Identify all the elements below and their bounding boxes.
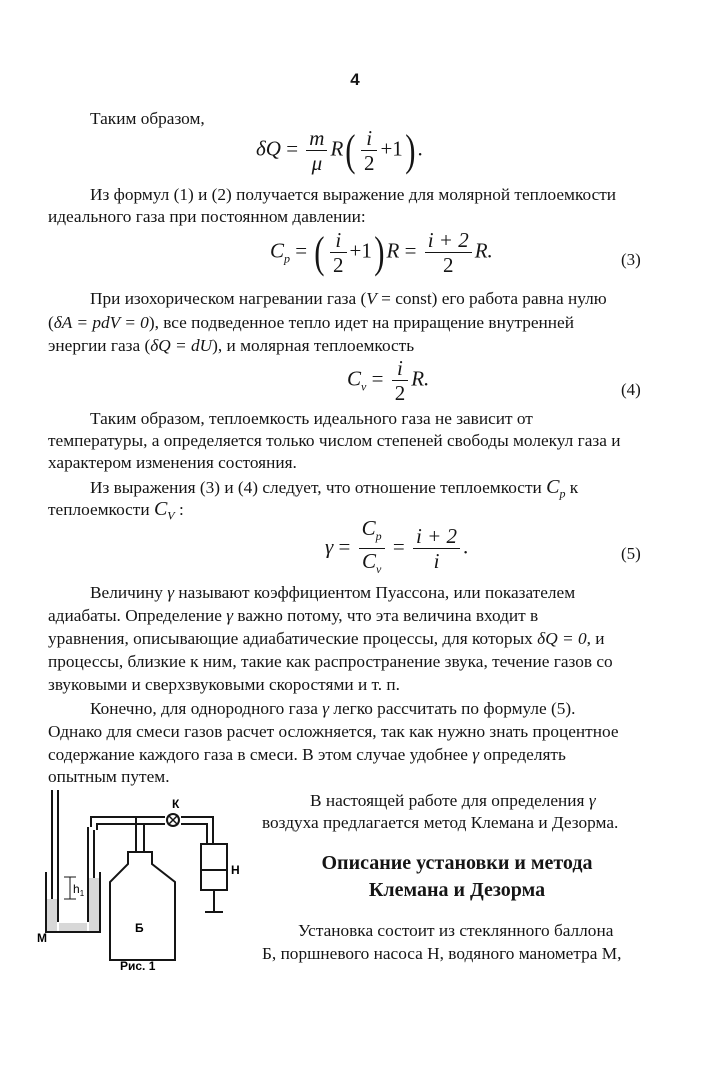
eq5-den2: i xyxy=(433,549,440,574)
eq3-C: C xyxy=(270,238,285,263)
para6-line3: уравнения, описывающие адиабатические процессы, для которых δQ = 0, и xyxy=(48,629,605,648)
para6-line5: звуковыми и сверхзвуковыми скоростями и т. п. xyxy=(48,675,400,694)
para7-line4: опытным путем. xyxy=(48,767,170,786)
eq-heat-two: 2 xyxy=(363,151,375,175)
eq-heat-i: i xyxy=(361,126,378,151)
para3-line1: При изохорическом нагревании газа (V = const) его работа равна нулю xyxy=(90,289,607,308)
equation-5: γ = $\frac{C_p}{C_v}$ = $\frac{i + 2}{i}$ . xyxy=(325,516,468,581)
eq-heat-frac-i-2 xyxy=(361,126,378,175)
eq5-num2: i + 2 xyxy=(413,524,460,549)
figure-apparatus xyxy=(25,782,250,982)
eq3-i: i xyxy=(330,228,347,253)
eq4-end: R. xyxy=(411,366,430,391)
para7-line3: содержание каждого газа в смеси. В этом случае удобнее γ определять xyxy=(48,745,566,764)
para9-line1: Установка состоит из стеклянного баллона xyxy=(298,921,614,940)
eq3-frac-i-2 xyxy=(330,228,347,277)
para9-line2: Б, поршневого насоса Н, водяного манометра М, xyxy=(262,944,622,963)
eq-heat-plus1: +1 xyxy=(380,136,403,161)
figure-caption: Рис. 1 xyxy=(120,959,156,973)
eq-heat-R: R xyxy=(330,136,344,161)
eq3-plus1: +1 xyxy=(349,238,372,263)
para3-line2: (δA = pdV = 0), все подведенное тепло идет на приращение внутренней xyxy=(48,313,574,332)
equation-4: $C_v$ = $\frac{i}{2}$ R. xyxy=(347,356,430,405)
eq3-R: R xyxy=(386,238,400,263)
eq-heat-mu: μ xyxy=(311,151,323,175)
eq5-frac-c xyxy=(359,516,385,581)
eq3-label: (3) xyxy=(621,250,641,269)
label-h: $h_1$ xyxy=(73,882,85,898)
eq5-num-sub: p xyxy=(375,529,382,544)
eq5-den-C: C xyxy=(361,549,376,574)
eq3-den: 2 xyxy=(442,253,454,277)
para7-line2: Однако для смеси газов расчет осложняется, так как нужно знать процентное xyxy=(48,722,619,741)
eq3-frac-i2-2 xyxy=(425,228,472,277)
para6-line1: Величину γ называют коэффициентом Пуассона, или показателем xyxy=(90,583,576,602)
valve-k xyxy=(167,814,179,826)
eq-heat-m: m xyxy=(306,126,327,151)
heading-line1: Описание установки и метода xyxy=(321,852,593,874)
para-intro: Таким образом, xyxy=(90,109,205,128)
label-n: Н xyxy=(231,863,240,877)
section-heading xyxy=(262,850,652,904)
eq5-label: (5) xyxy=(621,544,641,563)
eq-heat-lhs: δQ xyxy=(256,136,281,161)
para2-line1: Из формул (1) и (2) получается выражение для молярной теплоемкости xyxy=(90,185,617,204)
eq3-num: i + 2 xyxy=(425,228,472,253)
eq4-frac xyxy=(392,356,409,405)
eq3-sub-p: p xyxy=(284,251,291,266)
label-m: М xyxy=(37,931,47,945)
eq4-num: i xyxy=(392,356,409,381)
eq5-num-C: C xyxy=(361,516,376,540)
heading-line2: Клемана и Дезорма xyxy=(368,879,546,901)
para4-line2: температуры, а определяется только числом степеней свободы молекул газа и xyxy=(48,431,621,450)
apparatus-diagram xyxy=(25,782,250,977)
eq5-den-sub: v xyxy=(375,562,382,577)
page-number: 4 xyxy=(350,70,360,89)
eq-heat-end: . xyxy=(417,136,423,161)
para8-line2: воздуха предлагается метод Клемана и Дезорма. xyxy=(262,813,619,832)
eq3-end: R. xyxy=(474,238,493,263)
para5-line2: теплоемкости $C_V$ : xyxy=(48,498,184,523)
para5-line1: Из выражения (3) и (4) следует, что отношение теплоемкости $C_p$ к xyxy=(90,476,579,501)
equation-heat: δQ = $\frac{m}{\mu}$ R( $\frac{i}{2}$ +1) . xyxy=(256,125,423,175)
para6-line4: процессы, близкие к ним, такие как распространение звука, течение газов со xyxy=(48,652,613,671)
eq5-frac-i xyxy=(413,524,460,573)
para2-line2: идеального газа при постоянном давлении: xyxy=(48,207,366,226)
eq5-gamma: γ xyxy=(325,534,334,559)
para3-line3: энергии газа (δQ = dU), и молярная теплоемкость xyxy=(48,336,415,355)
eq-heat-frac-m-mu xyxy=(306,126,327,175)
para6-line2: адиабаты. Определение γ важно потому, что эта величина входит в xyxy=(48,606,539,625)
eq4-C: C xyxy=(347,366,362,391)
para7-line1: Конечно, для однородного газа γ легко рассчитать по формуле (5). xyxy=(90,699,576,718)
label-k: К xyxy=(172,797,180,811)
eq4-sub-v: v xyxy=(361,379,367,394)
equation-3: $C_p$ = ( $\frac{i}{2}$ +1) R = $\frac{i + 2}{2}$ R. xyxy=(270,227,493,277)
para4-line3: характером изменения состояния. xyxy=(48,453,297,472)
para4-line1: Таким образом, теплоемкость идеального газа не зависит от xyxy=(90,409,533,428)
eq4-label: (4) xyxy=(621,380,641,399)
eq4-den: 2 xyxy=(394,381,406,405)
label-b: Б xyxy=(135,921,144,935)
para8-line1: В настоящей работе для определения γ xyxy=(310,791,596,810)
eq5-end: . xyxy=(463,534,469,559)
eq3-two: 2 xyxy=(333,253,344,277)
